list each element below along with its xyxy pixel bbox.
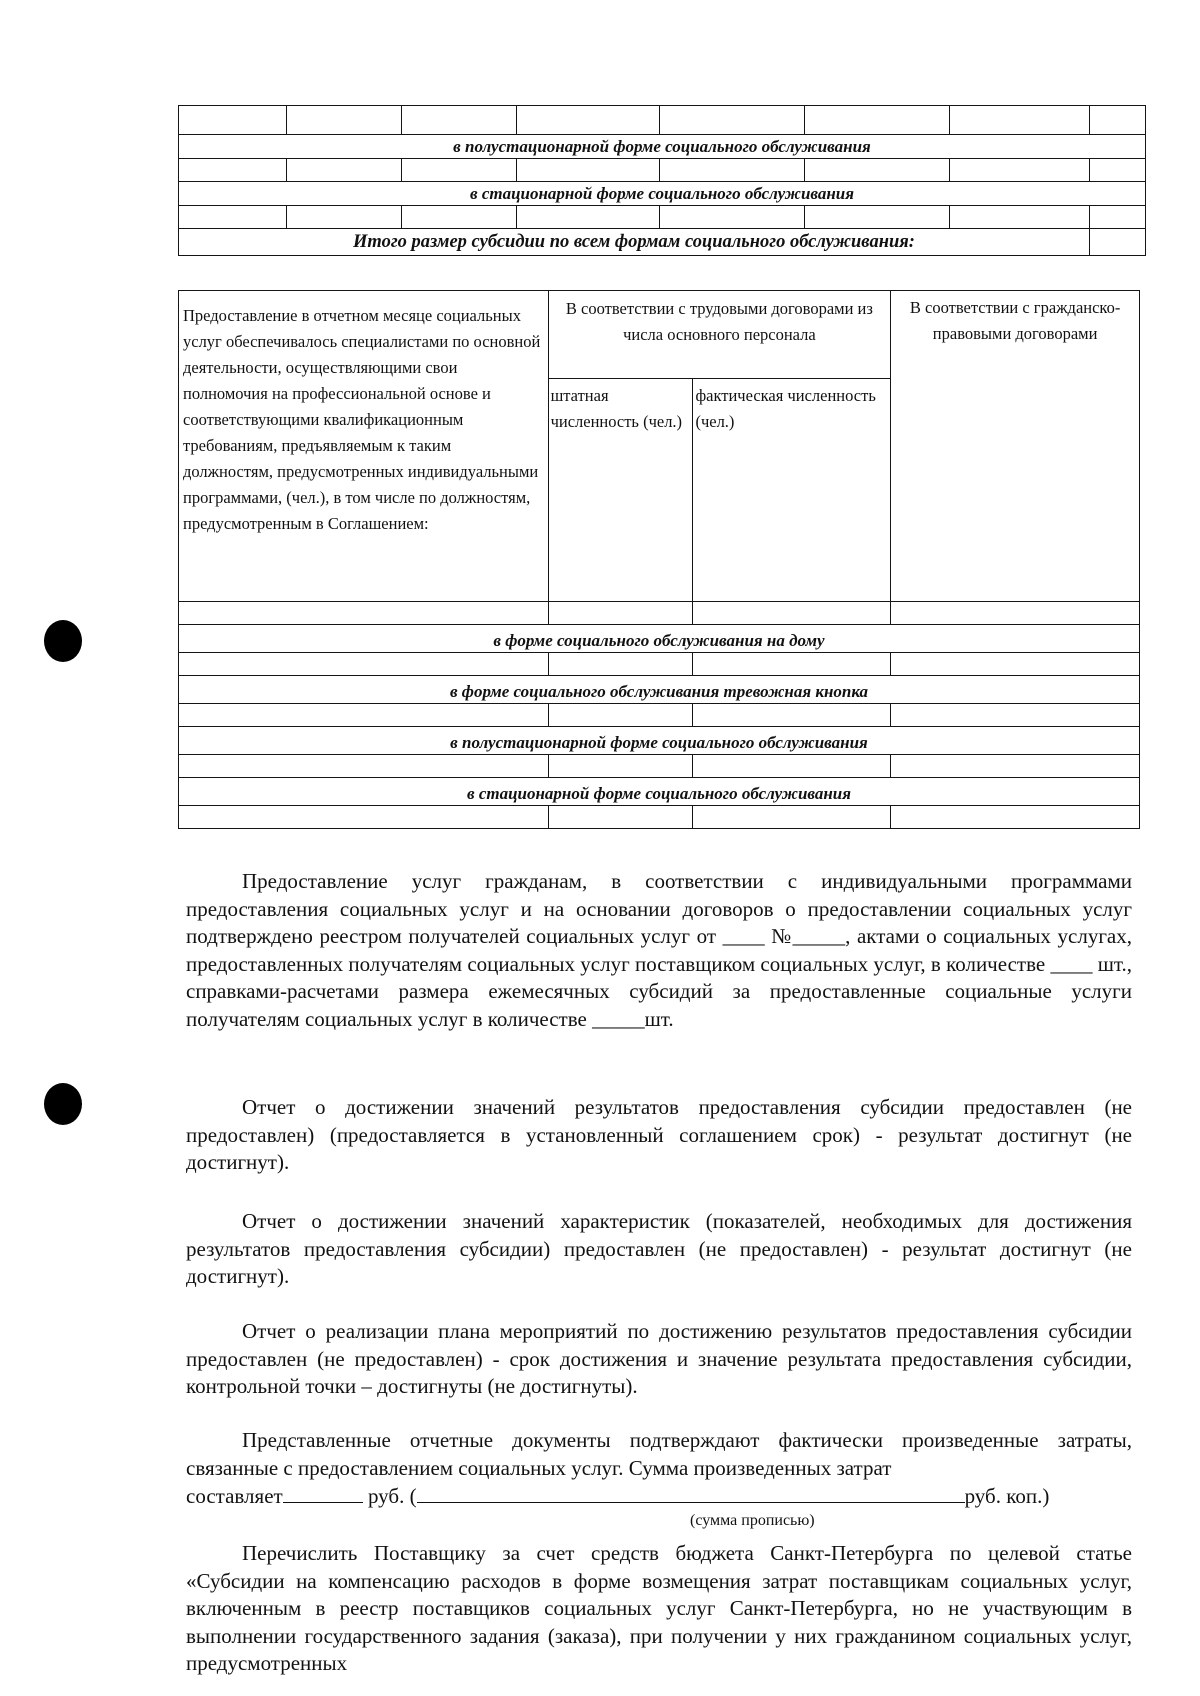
table-row: [179, 727, 1140, 755]
amount-in-words-blank: [417, 1484, 965, 1503]
semistationary-section-label: в полустационарной форме социального обслуживания: [179, 135, 1146, 159]
table-row: [179, 704, 1140, 727]
punch-hole-top: [44, 620, 82, 662]
home-service-label: в форме социального обслуживания на дому: [179, 625, 1140, 653]
staffing-table: [178, 290, 1140, 829]
indicators-report-paragraph: Отчет о достижении значений характеристик (показателей, необходимых для достижения результатов предоставления субсидии) предоставлен (не предоставлен) - результат достигнут (не достигнут).: [186, 1209, 1132, 1288]
stationary-service-label: в стационарной форме социального обслуживания: [179, 778, 1140, 806]
labor-contracts-header: В соответствии с трудовыми договорами из числа основного персонала: [548, 291, 891, 379]
table-row: [179, 206, 1146, 229]
table-row: [179, 806, 1140, 829]
actual-count-header: фактическая численность (чел.): [693, 379, 891, 602]
table-row: [179, 106, 1146, 135]
alarm-button-service-label: в форме социального обслуживания тревожная кнопка: [179, 676, 1140, 704]
total-subsidy-label: Итого размер субсидии по всем формам социального обслуживания:: [179, 229, 1090, 256]
table-row: [179, 182, 1146, 206]
punch-hole-bottom: [44, 1083, 82, 1125]
table-row: [179, 676, 1140, 704]
subsidy-table: [178, 105, 1146, 256]
costs-amount-line: составляет руб. ( руб. коп.): [186, 1484, 1050, 1508]
action-plan-report-paragraph: Отчет о реализации плана мероприятий по достижению результатов предоставления субсидии предоставлен (не предоставлен) - срок достижения и значение результата предоставления субсидии, контрольной точки – достигнуты (не достигнуты).: [186, 1319, 1132, 1398]
staff-count-header: штатная численность (чел.): [548, 379, 693, 602]
staffing-description: Предоставление в отчетном месяце социальных услуг обеспечивалось специалистами по основной деятельности, осуществляющими свои полномочия на профессиональной основе и соответствующими квалификационным требованиям, предъявляемым к таким должностям, предусмотренных индивидуальными программами, (чел.), в том числе по должностям, предусмотренным в Соглашением:: [179, 291, 549, 602]
table-row: [179, 778, 1140, 806]
amount-blank: [283, 1484, 363, 1503]
results-report-paragraph: Отчет о достижении значений результатов предоставления субсидии предоставлен (не предоставлен) (предоставляется в установленный соглашением срок) - результат достигнут (не достигнут).: [186, 1095, 1132, 1174]
civil-contracts-header: В соответствии с гражданско-правовыми договорами: [891, 291, 1140, 602]
transfer-paragraph: Перечислить Поставщику за счет средств бюджета Санкт-Петербурга по целевой статье «Субсидии на компенсацию расходов в форме возмещения затрат поставщикам социальных услуг, включенным в реестр поставщиков социальных услуг Санкт-Петербурга, но не участвующим в выполнении государственного задания (заказа), при получении у них гражданином социальных услуг, предусмотренных: [186, 1541, 1132, 1675]
total-subsidy-value: [1090, 229, 1146, 256]
costs-paragraph: Представленные отчетные документы подтверждают фактически произведенные затраты, связанные с предоставлением социальных услуг. Сумма произведенных затрат: [186, 1428, 1132, 1480]
table-row: [179, 755, 1140, 778]
stationary-section-label: в стационарной форме социального обслуживания: [179, 182, 1146, 206]
table-row: [179, 159, 1146, 182]
semistationary-service-label: в полустационарной форме социального обслуживания: [179, 727, 1140, 755]
table-row: [179, 653, 1140, 676]
table-header-row: [179, 291, 1140, 379]
sum-in-words-note: (сумма прописью): [690, 1512, 815, 1529]
services-confirmation-paragraph: Предоставление услуг гражданам, в соответствии с индивидуальными программами предоставления социальных услуг и на основании договоров о предоставлении социальных услуг подтверждено реестром получателей социальных услуг от ____ №_____, актами о социальных услугах, предоставленных получателям социальных услуг поставщиком социальных услуг, в количестве ____ шт., справками-расчетами размера ежемесячных субсидий за предоставленные социальные услуги получателям социальных услуг в количестве _____шт.: [186, 869, 1132, 1031]
table-row: [179, 135, 1146, 159]
total-row: [179, 229, 1146, 256]
table-row: [179, 602, 1140, 625]
table-row: [179, 625, 1140, 653]
